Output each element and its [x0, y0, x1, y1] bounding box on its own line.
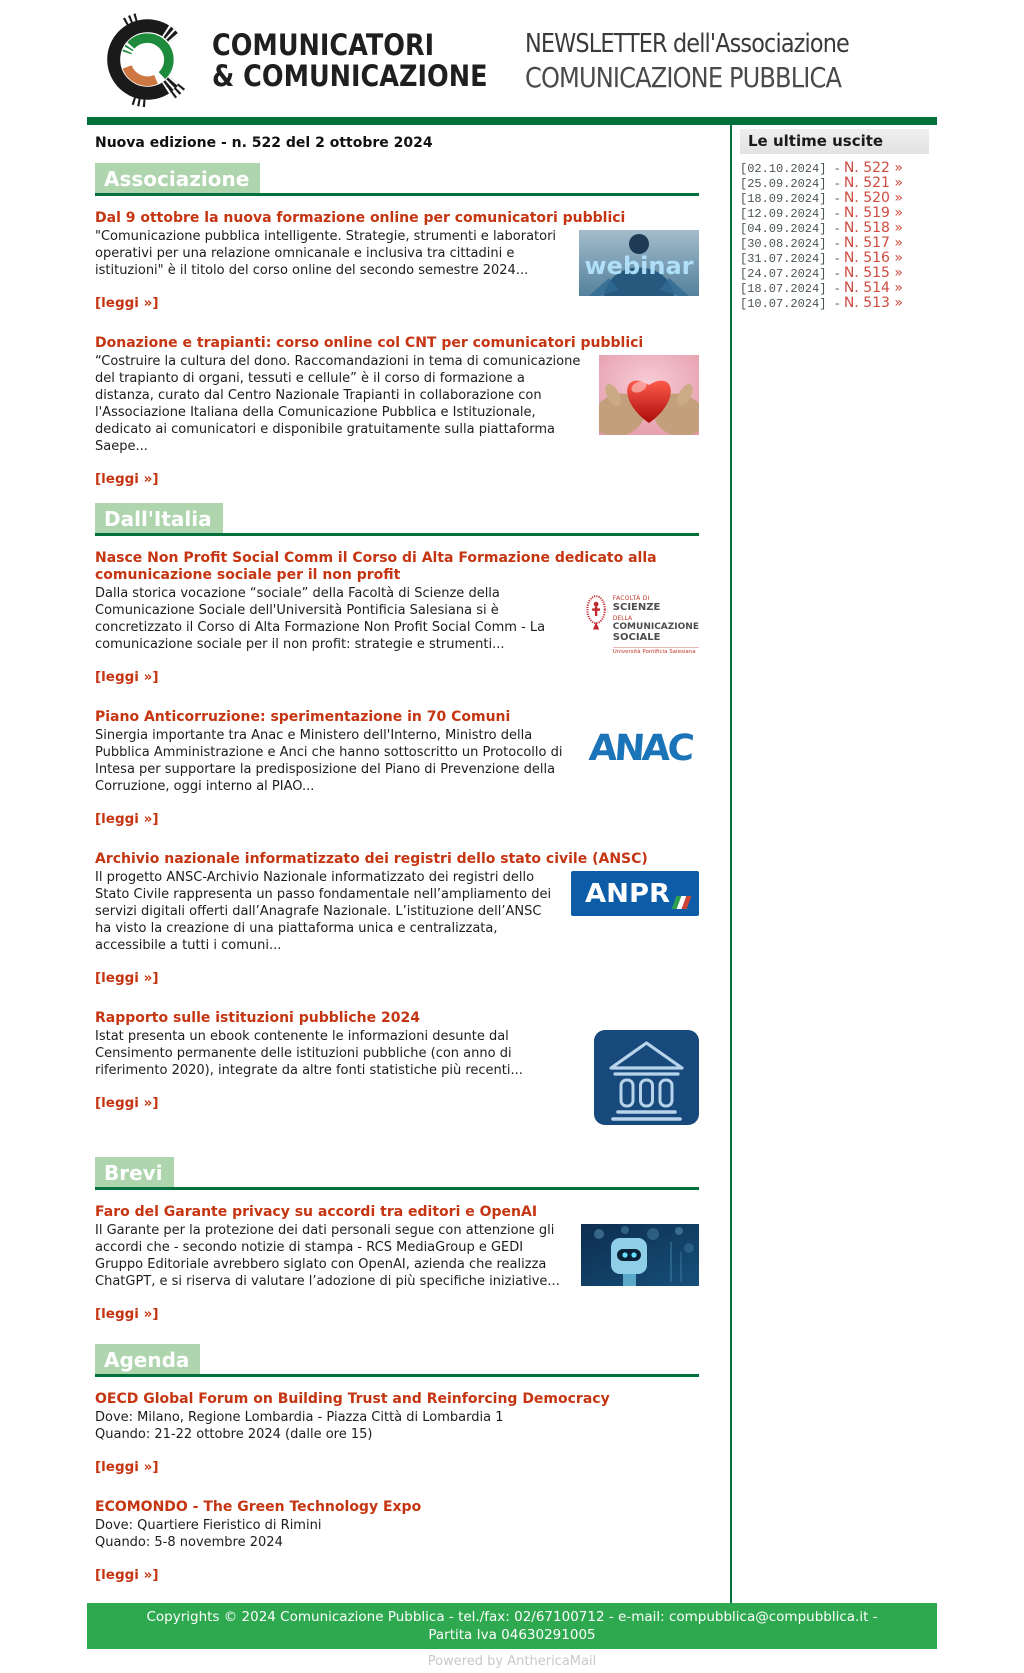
read-more-link[interactable]: [leggi »] [95, 1306, 159, 1322]
event-title: OECD Global Forum on Building Trust and Reinforcing Democracy [95, 1391, 610, 1407]
article-body: "Comunicazione pubblica intelligente. Strategie, strumenti e laboratori operativi per una relazione omnicanale e inclusiva tra cittadini e istituzioni" è il titolo del corso online del secondo semestre 2024... [95, 229, 557, 278]
salesiana-line3: DELLA COMUNICAZIONE [612, 615, 699, 632]
read-more-link[interactable]: [leggi »] [95, 970, 159, 986]
salesiana-line3-small: DELLA [612, 615, 633, 622]
issue-item [740, 264, 937, 279]
issue-item [740, 219, 937, 234]
salesiana-logo-image[interactable] [585, 587, 699, 655]
anac-logo-image[interactable] [581, 729, 699, 769]
istat-building-image[interactable] [594, 1030, 699, 1129]
read-more-link[interactable]: [leggi »] [95, 1567, 159, 1583]
newsletter-page [87, 0, 937, 1673]
section-label-brevi: Brevi [95, 1157, 174, 1187]
issue-date: [18.07.2024] - [740, 282, 841, 296]
issue-link[interactable]: N. 518 » [843, 220, 903, 236]
article [95, 851, 699, 986]
main-column [87, 125, 730, 1603]
brand-line2: & COMUNICAZIONE [212, 59, 488, 93]
ai-robot-image[interactable] [581, 1224, 699, 1290]
section-agenda [95, 1344, 699, 1377]
issue-link[interactable]: N. 515 » [843, 265, 903, 281]
article-title: Archivio nazionale informatizzato dei registri dello stato civile (ANSC) [95, 851, 648, 867]
sidebar [730, 125, 937, 1603]
issue-link[interactable]: N. 516 » [843, 250, 903, 266]
footer-copyright: Copyrights © 2024 Comunicazione Pubblica - tel./fax: 02/67100712 - e-mail: compubblica@compubblica.it - Partita Iva 04630291005 [146, 1609, 878, 1643]
heart-hands-image[interactable] [599, 355, 699, 439]
newsletter-title-line1: NEWSLETTER dell'Associazione [525, 28, 850, 59]
issue-link[interactable]: N. 517 » [843, 235, 903, 251]
anac-logo-text: ANAC [587, 728, 693, 769]
section-associazione [95, 163, 699, 196]
issue-list [740, 159, 937, 309]
brand-line1: COMUNICATORI [212, 28, 435, 62]
article [95, 1204, 699, 1322]
issue-link[interactable]: N. 514 » [843, 280, 903, 296]
section-label-agenda: Agenda [95, 1344, 200, 1374]
section-brevi [95, 1157, 699, 1190]
event-when: Quando: 21-22 ottobre 2024 (dalle ore 15) [95, 1427, 373, 1442]
event-when: Quando: 5-8 novembre 2024 [95, 1535, 283, 1550]
article-title: Nasce Non Profit Social Comm il Corso di Alta Formazione dedicato alla comunicazione sociale per il non profit [95, 550, 657, 583]
powered-by: Powered by AnthericaMail [427, 1654, 597, 1669]
salesiana-line4: SOCIALE [612, 632, 661, 643]
read-more-link[interactable]: [leggi »] [95, 811, 159, 827]
article [95, 709, 699, 827]
salesiana-line1: FACOLTÀ DI [612, 595, 650, 602]
article-title: Faro del Garante privacy su accordi tra editori e OpenAI [95, 1204, 538, 1220]
issue-date: [04.09.2024] - [740, 222, 841, 236]
salesiana-line5: Università Pontificia Salesiana [613, 647, 699, 656]
anpr-logo-text: ANPR [585, 878, 671, 909]
issue-item [740, 159, 937, 174]
issue-date: [31.07.2024] - [740, 252, 841, 266]
section-label-associazione: Associazione [95, 163, 260, 193]
issue-item [740, 204, 937, 219]
issue-date: [02.10.2024] - [740, 162, 841, 176]
issue-item [740, 189, 937, 204]
issue-item [740, 234, 937, 249]
issue-date: [25.09.2024] - [740, 177, 841, 191]
edition-title: Nuova edizione - n. 522 del 2 ottobre 2024 [95, 135, 433, 151]
article-title: Donazione e trapianti: corso online col CNT per comunicatori pubblici [95, 335, 644, 351]
read-more-link[interactable]: [leggi »] [95, 295, 159, 311]
read-more-link[interactable]: [leggi »] [95, 1095, 159, 1111]
issue-item [740, 174, 937, 189]
section-dallitalia [95, 503, 699, 536]
newsletter-title-line2: COMUNICAZIONE PUBBLICA [525, 60, 842, 94]
read-more-link[interactable]: [leggi »] [95, 669, 159, 685]
issue-item [740, 279, 937, 294]
article [95, 335, 699, 487]
read-more-link[interactable]: [leggi »] [95, 1459, 159, 1475]
salesiana-line2: SCIENZE [612, 602, 661, 613]
anpr-logo-image[interactable] [571, 871, 699, 916]
content [87, 125, 937, 1603]
webinar-image-text: webinar [584, 252, 694, 280]
webinar-image[interactable] [579, 230, 699, 300]
association-logo-icon [99, 11, 196, 112]
issue-link[interactable]: N. 513 » [843, 295, 903, 311]
article-body: Sinergia importante tra Anac e Ministero dell'Interno, Ministro della Pubblica Amministrazione e Anci che hanno sottoscritto un Protocollo di Intesa per supportare la predisposizione del Piano di Prevenzione della Corruzione, oggi interno al PIAO... [95, 728, 563, 794]
issue-date: [24.07.2024] - [740, 267, 841, 281]
issue-date: [30.08.2024] - [740, 237, 841, 251]
article-body: “Costruire la cultura del dono. Raccomandazioni in tema di comunicazione del trapianto di organi, tessuti e cellule” è il corso di formazione a distanza, curato dal Centro Nazionale Trapianti in collaborazione con l'Associazione Italiana della Comunicazione Pubblica e Istituzionale, dedicato ai comunicatori e disponibile gratuitamente sulla piattaforma Saepe... [95, 354, 581, 454]
event-where: Dove: Milano, Regione Lombardia - Piazza Città di Lombardia 1 [95, 1410, 504, 1425]
article-title: Dal 9 ottobre la nuova formazione online per comunicatori pubblici [95, 210, 626, 226]
article-body: Dalla storica vocazione “sociale” della Facoltà di Scienze della Comunicazione Sociale dell'Università Pontificia Salesiana si è concretizzato il Corso di Alta Formazione Non Profit Social Comm - La comunicazione sociale per il non profit: strategie e strumenti... [95, 586, 546, 652]
issue-link[interactable]: N. 521 » [843, 175, 903, 191]
issue-item [740, 294, 937, 309]
event-item [95, 1391, 699, 1475]
issue-link[interactable]: N. 519 » [843, 205, 903, 221]
top-divider-bar [87, 117, 937, 125]
event-item [95, 1499, 699, 1583]
section-label-dallitalia: Dall'Italia [95, 503, 223, 533]
sidebar-title: Le ultime uscite [740, 129, 929, 154]
article-body: Il Garante per la protezione dei dati personali segue con attenzione gli accordi che - secondo notizie di stampa - RCS MediaGroup e GEDI Gruppo Editoriale avrebbero siglato con OpenAI, azienda che realizza ChatGPT, e si riserva di valutare l’adozione di più specifiche iniziative... [95, 1223, 560, 1289]
read-more-link[interactable]: [leggi »] [95, 471, 159, 487]
event-where: Dove: Quartiere Fieristico di Rimini [95, 1518, 322, 1533]
article [95, 1010, 699, 1135]
header [87, 0, 937, 117]
article-body: Istat presenta un ebook contenente le informazioni desunte dal Censimento permanente delle istituzioni pubbliche (con anno di riferimento 2020), integrate da altre fonti statistiche più recenti... [95, 1029, 523, 1078]
event-title: ECOMONDO - The Green Technology Expo [95, 1499, 422, 1515]
issue-date: [10.07.2024] - [740, 297, 841, 311]
issue-item [740, 249, 937, 264]
issue-link[interactable]: N. 522 » [843, 160, 903, 176]
issue-date: [12.09.2024] - [740, 207, 841, 221]
italian-flag-icon [672, 896, 692, 909]
article [95, 210, 699, 311]
article [95, 550, 699, 685]
article-body: Il progetto ANSC-Archivio Nazionale informatizzato dei registri dello Stato Civile rappresenta un passo fondamentale nell’ampliamento dei servizi digitali offerti dall’Anagrafe Nazionale. L’istituzione dell’ANSC ha visto la creazione di una piattaforma unica e centralizzata, accessibile a tutti i comuni... [95, 870, 552, 953]
footer [87, 1603, 937, 1649]
article-title: Piano Anticorruzione: sperimentazione in 70 Comuni [95, 709, 511, 725]
issue-link[interactable]: N. 520 » [843, 190, 903, 206]
newsletter-title [525, 29, 902, 94]
issue-date: [18.09.2024] - [740, 192, 841, 206]
article-title: Rapporto sulle istituzioni pubbliche 2024 [95, 1010, 420, 1026]
brand-wordmark [212, 30, 488, 92]
